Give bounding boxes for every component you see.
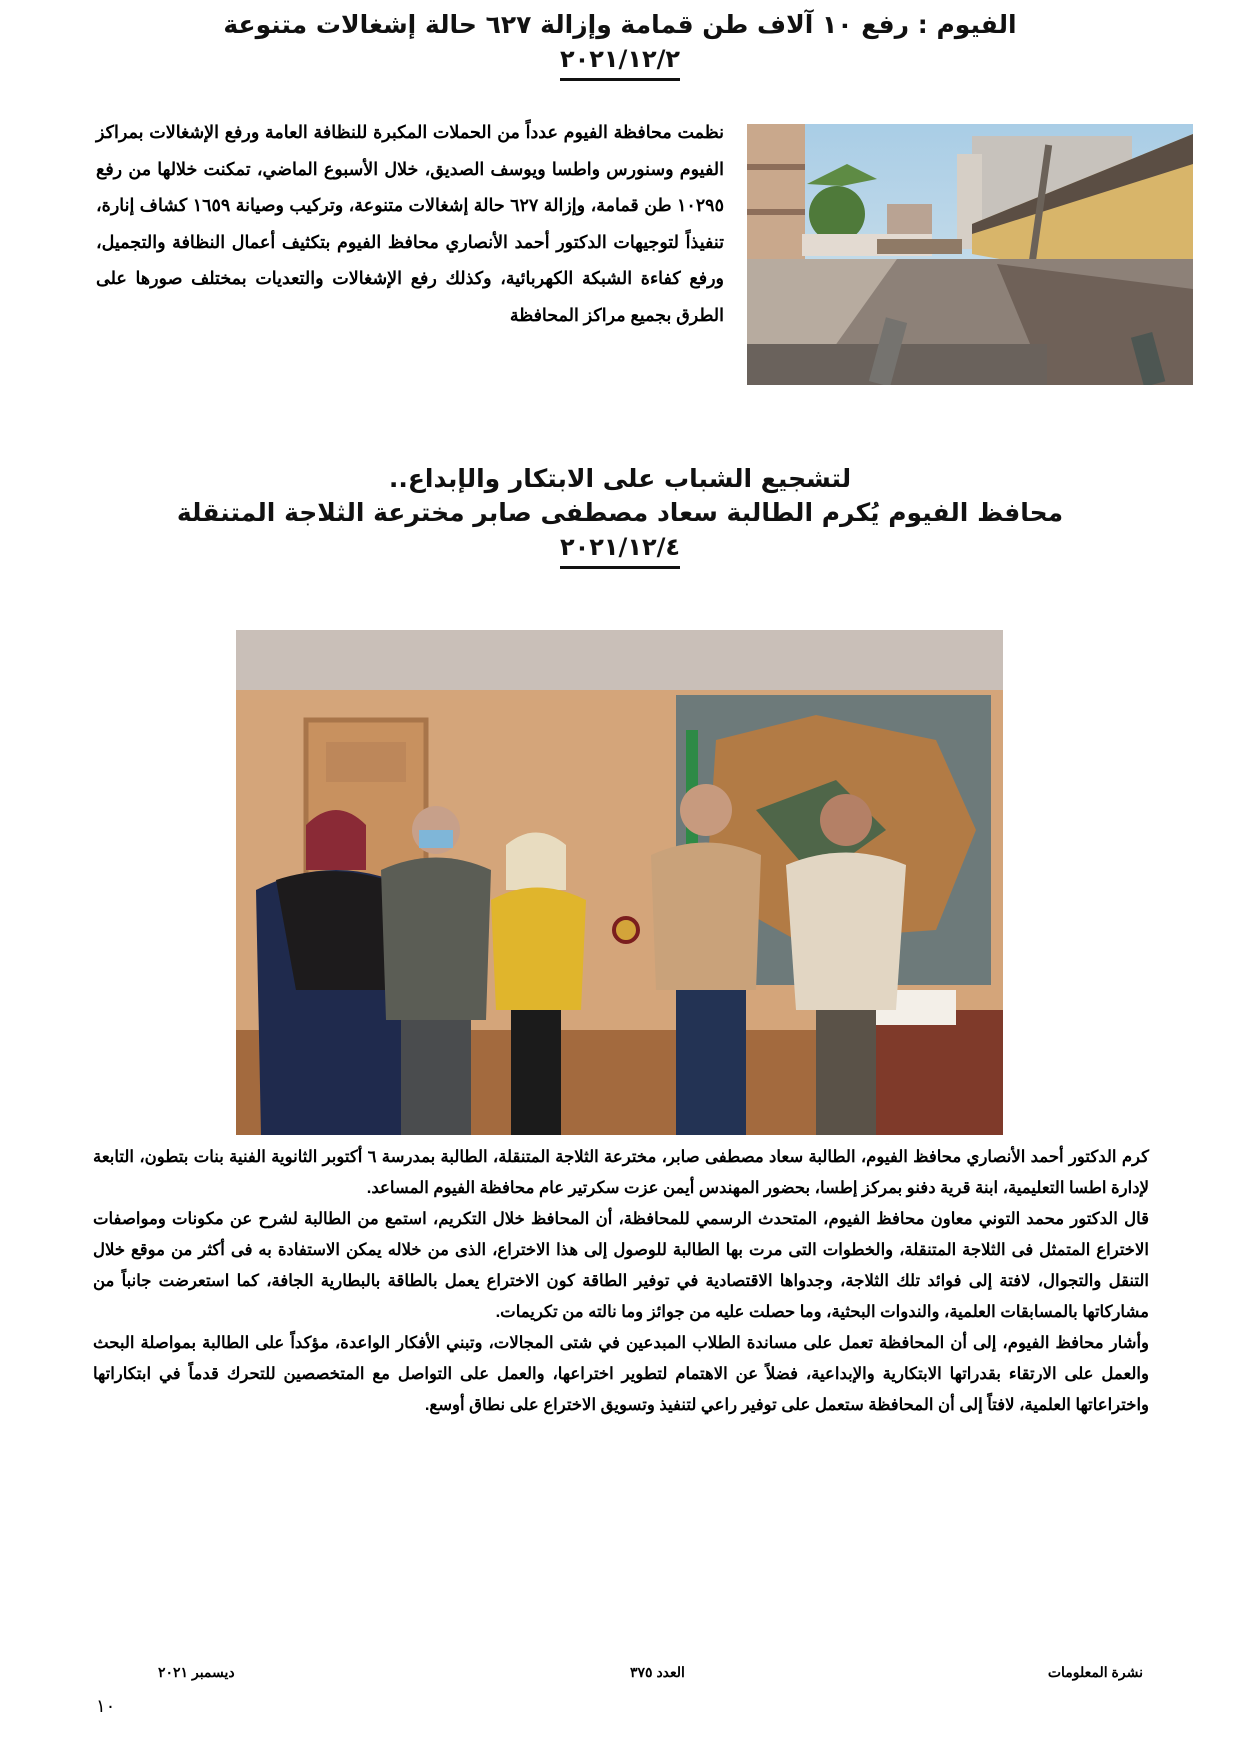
page-number: ١٠	[96, 1696, 116, 1717]
footer-issue: العدد ٣٧٥	[630, 1664, 685, 1680]
article2-headline-block	[100, 462, 1140, 569]
honoring-ceremony-photo	[236, 630, 1003, 1135]
footer-publication: نشرة المعلومات	[1047, 1664, 1143, 1680]
street-cleaning-photo	[747, 124, 1193, 385]
article2-paragraph-1: كرم الدكتور أحمد الأنصاري محافظ الفيوم، الطالبة سعاد مصطفى صابر، مخترعة الثلاجة المتنقلة، الطالبة بمدرسة ٦ أكتوبر الثانوية الفنية بنات بتطون، التابعة لإدارة اطسا التعليمية، ابنة قرية دفنو بمركز إطسا، بحضور المهندس أيمن عزت سكرتير عام محافظة الفيوم المساعد.	[93, 1148, 1149, 1197]
footer-month: ديسمبر ٢٠٢١	[158, 1664, 235, 1680]
article2-headline-line1: لتشجيع الشباب على الابتكار والإبداع..	[388, 464, 852, 493]
article1-headline: الفيوم : رفع ١٠ آلاف طن قمامة وإزالة ٦٢٧ حالة إشغالات متنوعة	[223, 10, 1017, 39]
article2-paragraph-3: وأشار محافظ الفيوم، إلى أن المحافظة تعمل على مساندة الطلاب المبدعين في شتى المجالات، وتبني الأفكار الواعدة، مؤكداً على الطالبة بمواصلة البحث والعمل على الارتقاء بقدراتها الابتكارية والإبداعية، فضلاً عن الاهتمام لتطوير اختراعها، والعمل على التواصل مع المتخصصين للتحرك قدماً في ابتكاراتها واختراعاتها العلمية، لافتاً إلى أن المحافظة ستعمل على توفير راعي لتنفيذ وتسويق الاختراع على نطاق أوسع.	[93, 1334, 1149, 1414]
street-cleaning-image	[747, 124, 1193, 385]
article1-headline-block	[100, 8, 1140, 81]
article2-headline-line2: محافظ الفيوم يُكرم الطالبة سعاد مصطفى صابر مخترعة الثلاجة المتنقلة	[176, 498, 1064, 527]
article2-date: ٢٠٢١/١٢/٤	[560, 530, 680, 569]
article1-date: ٢٠٢١/١٢/٢	[560, 42, 680, 81]
article1-paragraph: نظمت محافظة الفيوم عدداً من الحملات المكبرة للنظافة العامة ورفع الإشغالات بمراكز الفيوم وسنورس واطسا ويوسف الصديق، خلال الأسبوع الماضي، تمكنت خلالها من رفع ١٠٢٩٥ طن قمامة، وإزالة ٦٢٧ حالة إشغالات متنوعة، وتركيب وصيانة ١٦٥٩ كشاف إنارة، تنفيذاً لتوجيهات الدكتور أحمد الأنصاري محافظ الفيوم بتكثيف أعمال النظافة والتجميل، ورفع كفاءة الشبكة الكهربائية، وكذلك رفع الإشغالات والتعديات بمختلف صورها على الطرق بجميع مراكز المحافظة	[96, 122, 724, 325]
article2-body	[93, 1142, 1149, 1421]
honoring-ceremony-image	[236, 630, 1003, 1135]
article2-paragraph-2: قال الدكتور محمد التوني معاون محافظ الفيوم، المتحدث الرسمي للمحافظة، أن المحافظ خلال التكريم، استمع من الطالبة لشرح عن مكونات ومواصفات الاختراع المتمثل فى الثلاجة المتنقلة، والخطوات التى مرت بها الطالبة للوصول إلى هذا الاختراع، الذى من خلاله يمكن الاستفادة به فى أكثر من موقع خلال التنقل والتجوال، لافتة إلى فوائد تلك الثلاجة، وجدواها الاقتصادية في توفير الطاقة كون الاختراع يعمل بالطاقة بالبطارية الجافة، كما استعرضت جانباً من مشاركاتها بالمسابقات العلمية، والندوات البحثية، وما حصلت عليه من جوائز وما نالته من تكريمات.	[93, 1210, 1149, 1321]
